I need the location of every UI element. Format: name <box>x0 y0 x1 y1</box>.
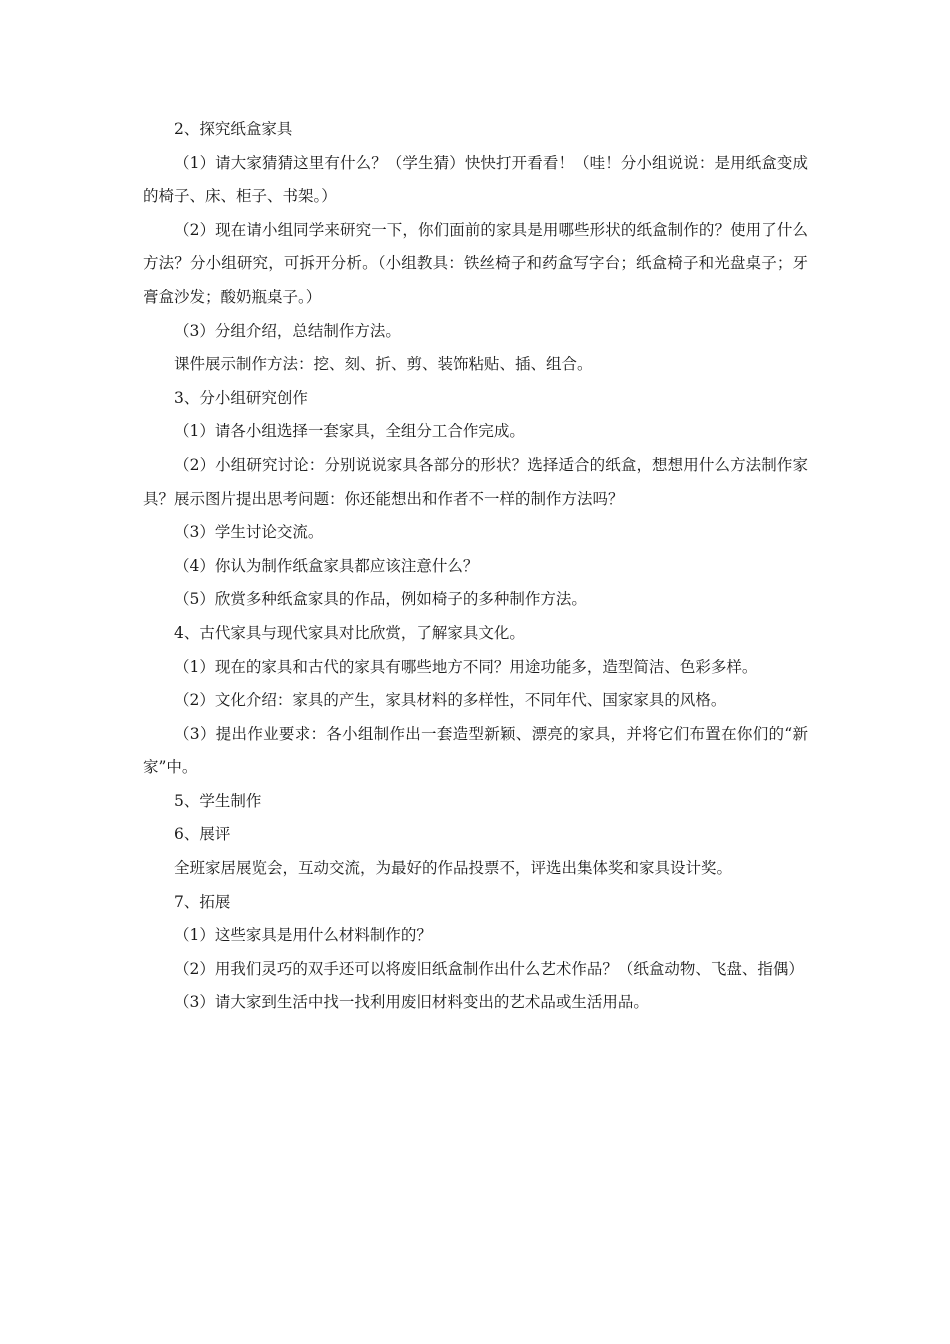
section-heading-5: 5、学生制作 <box>174 791 262 810</box>
paragraph: （2）小组研究讨论：分别说说家具各部分的形状？选择适合的纸盒，想想用什么方法制作家具？展示图片提出思考问题：你还能想出和作者不一样的制作方法吗？ <box>143 455 808 508</box>
section-heading-2: 2、探究纸盒家具 <box>174 120 293 138</box>
paragraph: （2）现在请小组同学来研究一下，你们面前的家具是用哪些形状的纸盒制作的？使用了什么方法？分小组研究，可拆开分析。（小组教具：铁丝椅子和药盒写字台；纸盒椅子和光盘桌子；牙膏盒沙发；酸奶瓶桌子。） <box>143 220 808 306</box>
section-heading-6: 6、展评 <box>174 825 231 844</box>
document-body <box>143 113 808 1020</box>
paragraph: （1）这些家具是用什么材料制作的？ <box>174 926 432 945</box>
paragraph: （3）分组介绍，总结制作方法。 <box>174 321 401 340</box>
paragraph: （3）请大家到生活中找一找利用废旧材料变出的艺术品或生活用品。 <box>174 993 649 1012</box>
paragraph: （4）你认为制作纸盒家具都应该注意什么？ <box>174 556 479 575</box>
paragraph: 课件展示制作方法：挖、刻、折、剪、装饰粘贴、插、组合。 <box>174 355 593 374</box>
paragraph: （3）学生讨论交流。 <box>174 523 324 542</box>
paragraph: （1）请大家猜猜这里有什么？（学生猜）快快打开看看！（哇！分小组说说：是用纸盒变成的椅子、床、柜子、书架。） <box>143 153 808 206</box>
paragraph: （1）现在的家具和古代的家具有哪些地方不同？用途功能多，造型简洁、色彩多样。 <box>174 657 758 676</box>
paragraph: （5）欣赏多种纸盒家具的作品，例如椅子的多种制作方法。 <box>174 590 587 609</box>
paragraph: （2）文化介绍：家具的产生，家具材料的多样性，不同年代、国家家具的风格。 <box>174 691 727 710</box>
section-heading-4: 4、古代家具与现代家具对比欣赏，了解家具文化。 <box>174 623 525 642</box>
section-heading-3: 3、分小组研究创作 <box>174 388 308 407</box>
paragraph: （2）用我们灵巧的双手还可以将废旧纸盒制作出什么艺术作品？（纸盒动物、飞盘、指偶） <box>174 959 804 978</box>
paragraph: 全班家居展览会，互动交流，为最好的作品投票不，评选出集体奖和家具设计奖。 <box>174 859 733 878</box>
paragraph: （1）请各小组选择一套家具，全组分工合作完成。 <box>174 422 525 441</box>
section-heading-7: 7、拓展 <box>174 892 231 911</box>
paragraph: （3）提出作业要求：各小组制作出一套造型新颖、漂亮的家具，并将它们布置在你们的“新家”中。 <box>143 724 808 777</box>
